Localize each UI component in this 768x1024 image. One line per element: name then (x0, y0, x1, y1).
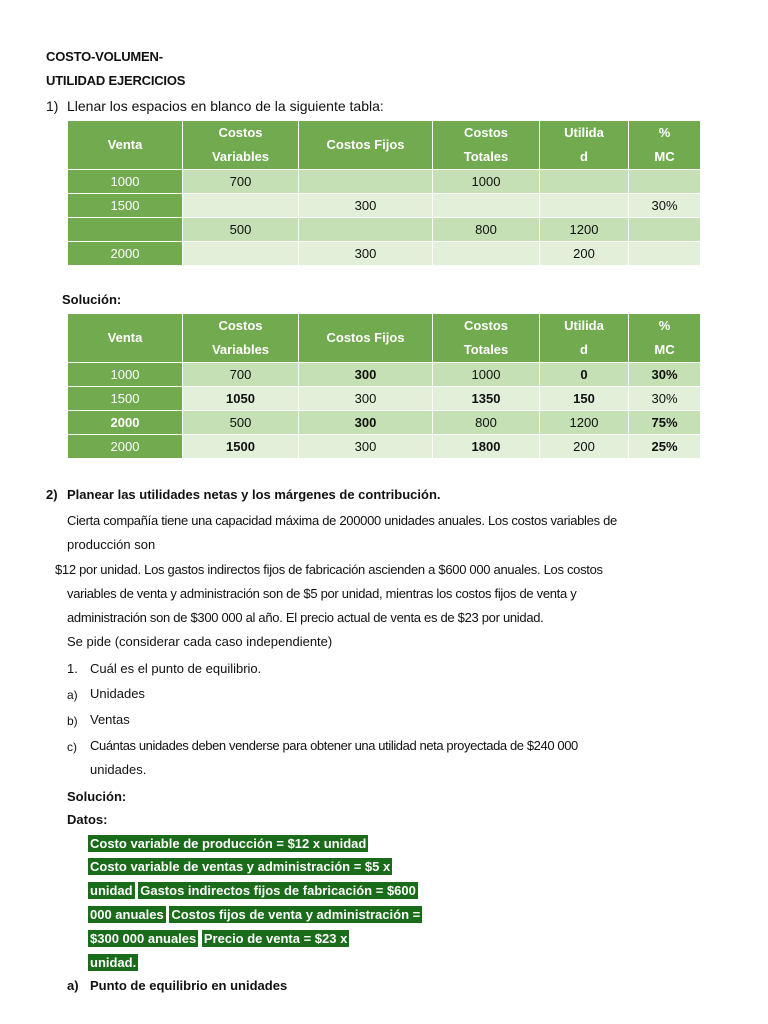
datos-highlight-line (88, 881, 418, 900)
list-marker: b) (67, 714, 78, 728)
exercise2-paragraph-line: administración son de $300 000 al año. El precio actual de venta es de $23 por unidad. (67, 610, 544, 625)
table-cell: 200 (540, 242, 629, 266)
list-item: Cuál es el punto de equilibrio. (90, 661, 262, 676)
datos-item: Costo variable de producción = $12 x unidad (90, 836, 367, 851)
table-cell: 30% (629, 387, 701, 411)
header-costos-totales: Costos Totales (433, 314, 540, 363)
table-cell: 200 (540, 435, 629, 459)
datos-item: $300 000 anuales (90, 931, 197, 946)
exercise2-ask: Se pide (considerar cada caso independiente) (67, 634, 333, 649)
table-cell: 75% (629, 411, 701, 435)
document-title-line2: UTILIDAD EJERCICIOS (46, 73, 186, 88)
header-costos-totales: Costos Totales (433, 121, 540, 170)
table-cell: 800 (433, 218, 540, 242)
table-cell: 1000 (68, 170, 183, 194)
table-cell: 300 (299, 435, 433, 459)
exercise1-solution-table (67, 313, 701, 459)
exercise2-paragraph-line: producción son (67, 537, 156, 552)
table-cell: 1000 (68, 363, 183, 387)
table-cell: 500 (183, 411, 299, 435)
datos-highlight-line (88, 905, 422, 924)
header-mc: % MC (629, 121, 701, 170)
table-cell: 25% (629, 435, 701, 459)
table-cell: 300 (299, 242, 433, 266)
datos-item: Gastos indirectos fijos de fabricación = $600 (140, 883, 416, 898)
list-marker: 1. (67, 661, 78, 676)
table-cell: 1200 (540, 218, 629, 242)
table-cell: 1050 (183, 387, 299, 411)
datos-item: Costos fijos de venta y administración = (171, 907, 421, 922)
table-cell: 30% (629, 363, 701, 387)
table-cell (433, 194, 540, 218)
datos-highlight-line (88, 929, 349, 948)
list-marker: c) (67, 740, 77, 754)
header-utilidad: Utilida d (540, 121, 629, 170)
table-cell: 2000 (68, 242, 183, 266)
final-marker: a) (67, 978, 79, 993)
header-costos-variables: Costos Variables (183, 121, 299, 170)
table-cell: 2000 (68, 411, 183, 435)
exercise2-paragraph-line: Cierta compañía tiene una capacidad máxima de 200000 unidades anuales. Los costos variables de (67, 513, 617, 528)
table-cell: 1200 (540, 411, 629, 435)
header-utilidad: Utilida d (540, 314, 629, 363)
list-marker: a) (67, 688, 78, 702)
exercise2-paragraph-line: variables de venta y administración son de $5 por unidad, mientras los costos fijos de venta y (67, 586, 577, 601)
header-costos-fijos: Costos Fijos (299, 314, 433, 363)
exercise1-solution-label: Solución: (62, 292, 122, 307)
exercise2-heading: Planear las utilidades netas y los márgenes de contribución. (67, 487, 441, 502)
table-cell (629, 218, 701, 242)
datos-item: unidad. (90, 955, 137, 970)
datos-highlight-line (88, 834, 368, 853)
table-cell (540, 194, 629, 218)
table-cell: 500 (183, 218, 299, 242)
table-cell: 800 (433, 411, 540, 435)
table-cell (433, 242, 540, 266)
table-header-row (68, 121, 701, 170)
table-cell: 700 (183, 363, 299, 387)
table-cell (629, 170, 701, 194)
datos-label: Datos: (67, 812, 108, 827)
table-row (68, 435, 701, 459)
table-cell: 0 (540, 363, 629, 387)
list-item: Unidades (90, 686, 145, 701)
exercise2-solution-label: Solución: (67, 789, 127, 804)
datos-item: Costo variable de ventas y administración = $5 x (90, 859, 391, 874)
table-cell: 1800 (433, 435, 540, 459)
list-item: Ventas (90, 712, 130, 727)
table-cell (299, 170, 433, 194)
datos-item: 000 anuales (90, 907, 164, 922)
table-row (68, 218, 701, 242)
list-item: Cuántas unidades deben venderse para obtener una utilidad neta proyectada de $240 000 (90, 738, 578, 753)
header-venta: Venta (68, 314, 183, 363)
exercise2-number: 2) (46, 487, 58, 502)
header-costos-fijos: Costos Fijos (299, 121, 433, 170)
datos-highlight-line (88, 857, 392, 876)
table-cell: 2000 (68, 435, 183, 459)
table-row (68, 194, 701, 218)
table-cell: 300 (299, 411, 433, 435)
table-cell: 150 (540, 387, 629, 411)
table-cell (299, 218, 433, 242)
header-venta: Venta (68, 121, 183, 170)
table-cell: 1500 (183, 435, 299, 459)
table-cell: 1000 (433, 170, 540, 194)
table-cell: 300 (299, 387, 433, 411)
table-cell: 30% (629, 194, 701, 218)
table-cell: 1500 (68, 194, 183, 218)
datos-highlight-line (88, 953, 138, 972)
exercise1-table (67, 120, 701, 266)
table-cell: 300 (299, 194, 433, 218)
exercise1-number: 1) (46, 98, 59, 114)
table-cell (183, 194, 299, 218)
table-row (68, 387, 701, 411)
table-header-row (68, 314, 701, 363)
table-cell: 1500 (68, 387, 183, 411)
document-title-line1: COSTO-VOLUMEN- (46, 49, 163, 64)
table-cell (68, 218, 183, 242)
table-cell (183, 242, 299, 266)
exercise2-paragraph-line: $12 por unidad. Los gastos indirectos fijos de fabricación ascienden a $600 000 anuales. Los costos (55, 562, 603, 577)
table-cell: 1000 (433, 363, 540, 387)
table-cell: 300 (299, 363, 433, 387)
header-mc: % MC (629, 314, 701, 363)
datos-item: Precio de venta = $23 x (203, 931, 348, 946)
table-row (68, 411, 701, 435)
exercise1-instruction: Llenar los espacios en blanco de la siguiente tabla: (67, 98, 384, 114)
datos-item: unidad (90, 883, 133, 898)
table-cell: 700 (183, 170, 299, 194)
table-cell: 1350 (433, 387, 540, 411)
final-heading: Punto de equilibrio en unidades (90, 978, 288, 993)
header-costos-variables: Costos Variables (183, 314, 299, 363)
table-cell (540, 170, 629, 194)
table-row (68, 170, 701, 194)
table-row (68, 242, 701, 266)
table-cell (629, 242, 701, 266)
list-item-continuation: unidades. (90, 762, 147, 777)
table-row (68, 363, 701, 387)
